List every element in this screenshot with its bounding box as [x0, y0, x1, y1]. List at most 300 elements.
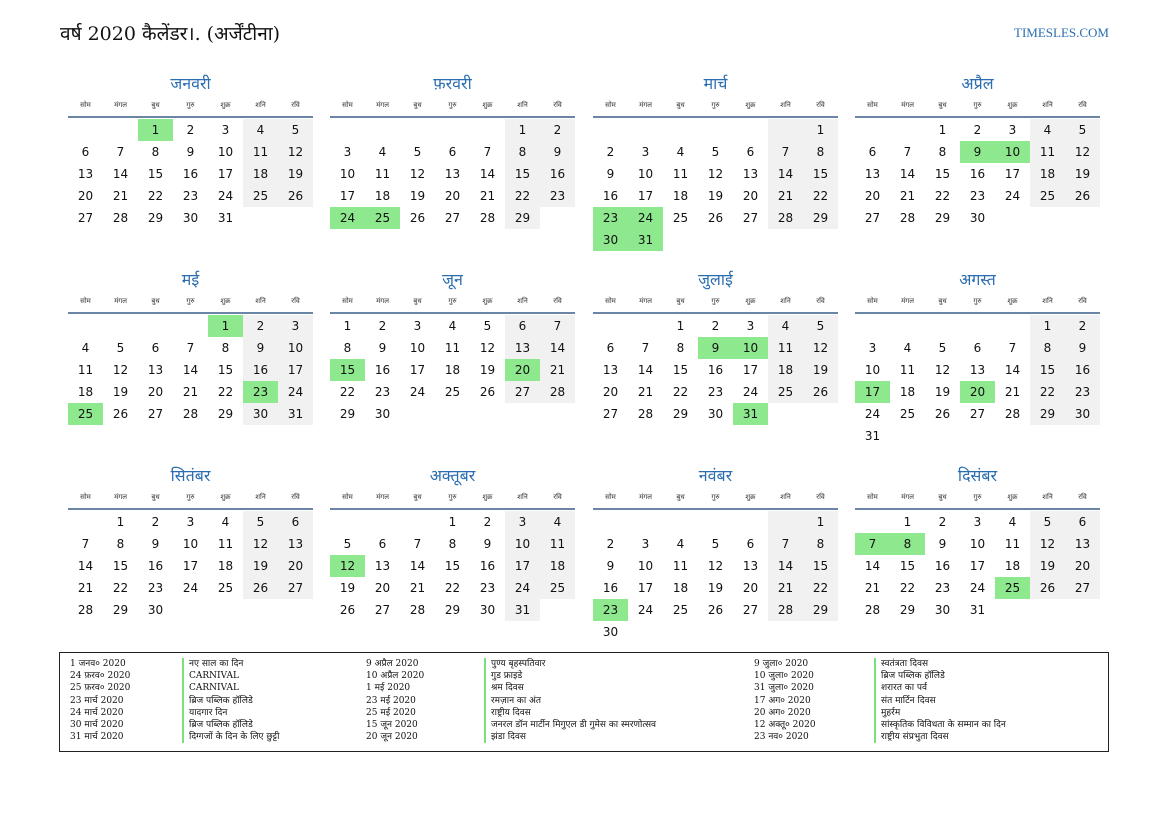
weekday-label: सोम [605, 493, 616, 501]
day-cell: 1 [903, 515, 912, 529]
day-cell: 10 [969, 537, 986, 551]
month-calendar [68, 268, 313, 425]
weekday-header [855, 292, 1100, 314]
holiday-day-cell: 23 [593, 599, 628, 621]
day-cell: 21 [479, 189, 496, 203]
empty-day-cell [628, 315, 663, 337]
day-cell: 4 [81, 341, 90, 355]
day-cell: 20 [742, 189, 759, 203]
day-cell: 25 [1030, 185, 1065, 207]
day-cell: 2 [540, 119, 575, 141]
day-cell: 22 [147, 189, 164, 203]
holiday-date: 30 मार्च 2020 [70, 719, 124, 730]
weekday-label: गुरु [711, 493, 720, 501]
day-cell: 24 [505, 577, 540, 599]
month-calendar [593, 268, 838, 425]
day-cell: 13 [444, 167, 461, 181]
day-cell: 28 [409, 603, 426, 617]
weekday-header [593, 96, 838, 118]
day-cell: 7 [483, 145, 492, 159]
day-cell: 12 [707, 167, 724, 181]
day-cell: 23 [707, 385, 724, 399]
holiday-date: 31 जुला० 2020 [754, 683, 814, 694]
day-cell: 20 [1065, 555, 1100, 577]
day-cell: 5 [243, 511, 278, 533]
day-cell: 5 [803, 315, 838, 337]
weekday-label: रवि [553, 101, 562, 109]
holiday-name: श्रम दिवस [484, 682, 656, 694]
day-cell: 3 [641, 145, 650, 159]
weekday-label: सोम [80, 297, 91, 305]
day-cell: 15 [934, 167, 951, 181]
day-cell: 9 [606, 167, 615, 181]
month-name: फ़रवरी [433, 74, 472, 93]
empty-day-cell [330, 119, 365, 141]
weekday-label: मंगल [376, 297, 389, 305]
weekday-label: शुक्र [745, 297, 756, 305]
empty-day-cell [173, 315, 208, 337]
holiday-day-cell: 24 [330, 207, 365, 229]
day-cell: 5 [343, 537, 352, 551]
empty-day-cell [365, 511, 400, 533]
weekday-label: बुध [413, 493, 422, 501]
weekday-label: बुध [413, 101, 422, 109]
weekday-header [68, 488, 313, 510]
day-cell: 9 [483, 537, 492, 551]
day-cell: 19 [934, 385, 951, 399]
day-cell: 8 [116, 537, 125, 551]
day-cell: 19 [1065, 163, 1100, 185]
weekday-label: शुक्र [1007, 493, 1018, 501]
weekday-label: रवि [816, 493, 825, 501]
day-cell: 5 [711, 537, 720, 551]
holiday-name: संत मार्टिन दिवस [874, 695, 1006, 707]
day-cell: 7 [186, 341, 195, 355]
day-cell: 22 [672, 385, 689, 399]
weekday-label: सोम [342, 101, 353, 109]
day-cell: 29 [112, 603, 129, 617]
weekday-label: शनि [517, 101, 528, 109]
day-cell: 14 [899, 167, 916, 181]
empty-day-cell [103, 315, 138, 337]
month-calendar [330, 72, 575, 229]
holiday-date-column [366, 658, 424, 743]
empty-day-cell [400, 119, 435, 141]
weekday-label: रवि [816, 297, 825, 305]
day-cell: 9 [378, 341, 387, 355]
day-cell: 30 [147, 603, 164, 617]
weekday-label: रवि [291, 297, 300, 305]
day-cell: 17 [637, 581, 654, 595]
day-cell: 20 [444, 189, 461, 203]
weekday-label: सोम [867, 297, 878, 305]
weekday-header [68, 96, 313, 118]
page-title: वर्ष 2020 कैलेंडर।. (अर्जेंटीना) [60, 23, 281, 45]
day-cell: 19 [1030, 555, 1065, 577]
day-cell: 3 [278, 315, 313, 337]
holiday-date: 12 अक्तू० 2020 [754, 719, 816, 730]
holiday-day-cell: 8 [890, 533, 925, 555]
day-cell: 5 [1030, 511, 1065, 533]
day-cell: 1 [938, 123, 947, 137]
day-cell: 29 [444, 603, 461, 617]
day-cell: 17 [742, 363, 759, 377]
empty-day-cell [365, 119, 400, 141]
day-cell: 8 [938, 145, 947, 159]
day-cell: 3 [413, 319, 422, 333]
day-grid [855, 119, 1100, 229]
day-cell: 29 [803, 207, 838, 229]
day-cell: 13 [147, 363, 164, 377]
day-cell: 11 [243, 141, 278, 163]
weekday-label: सोम [80, 493, 91, 501]
day-cell: 12 [112, 363, 129, 377]
day-cell: 6 [81, 145, 90, 159]
weekday-label: सोम [605, 101, 616, 109]
day-cell: 16 [243, 359, 278, 381]
day-cell: 21 [637, 385, 654, 399]
day-cell: 12 [707, 559, 724, 573]
holiday-date-column [754, 658, 816, 743]
weekday-label: शनि [1042, 493, 1053, 501]
weekday-label: शनि [780, 297, 791, 305]
day-cell: 20 [602, 385, 619, 399]
day-cell: 3 [868, 341, 877, 355]
day-cell: 1 [676, 319, 685, 333]
day-cell: 1 [803, 511, 838, 533]
day-cell: 28 [112, 211, 129, 225]
day-cell: 8 [448, 537, 457, 551]
day-cell: 19 [803, 359, 838, 381]
empty-day-cell [890, 119, 925, 141]
weekday-label: मंगल [114, 297, 127, 305]
day-cell: 17 [969, 559, 986, 573]
day-cell: 21 [540, 359, 575, 381]
empty-day-cell [733, 119, 768, 141]
day-cell: 20 [864, 189, 881, 203]
day-cell: 1 [448, 515, 457, 529]
day-cell: 11 [374, 167, 391, 181]
day-cell: 15 [112, 559, 129, 573]
empty-day-cell [593, 315, 628, 337]
holiday-name: शरारत का पर्व [874, 682, 1006, 694]
day-cell: 8 [151, 145, 160, 159]
day-cell: 4 [1008, 515, 1017, 529]
day-grid [593, 511, 838, 643]
weekday-header [330, 96, 575, 118]
weekday-header [593, 292, 838, 314]
day-cell: 28 [479, 211, 496, 225]
day-cell: 30 [243, 403, 278, 425]
day-cell: 4 [903, 341, 912, 355]
empty-day-cell [855, 315, 890, 337]
holiday-date: 31 मार्च 2020 [70, 732, 124, 743]
day-cell: 20 [374, 581, 391, 595]
weekday-label: मंगल [114, 493, 127, 501]
day-cell: 18 [77, 385, 94, 399]
day-cell: 13 [864, 167, 881, 181]
holiday-name-column [182, 658, 279, 743]
day-cell: 11 [1004, 537, 1021, 551]
day-cell: 6 [868, 145, 877, 159]
day-cell: 6 [151, 341, 160, 355]
day-cell: 30 [182, 211, 199, 225]
day-cell: 28 [182, 407, 199, 421]
empty-day-cell [400, 511, 435, 533]
day-grid [330, 119, 575, 229]
day-cell: 9 [186, 145, 195, 159]
day-cell: 22 [505, 185, 540, 207]
day-cell: 3 [973, 515, 982, 529]
day-cell: 14 [409, 559, 426, 573]
holiday-date: 25 फ़रव० 2020 [70, 683, 131, 694]
day-cell: 6 [448, 145, 457, 159]
day-cell: 25 [444, 385, 461, 399]
day-cell: 14 [768, 555, 803, 577]
day-cell: 24 [278, 381, 313, 403]
month-name: नवंबर [698, 466, 733, 485]
day-cell: 26 [112, 407, 129, 421]
weekday-label: शुक्र [482, 101, 493, 109]
day-cell: 3 [641, 537, 650, 551]
holiday-day-cell: 9 [960, 141, 995, 163]
weekday-label: मंगल [114, 101, 127, 109]
weekday-label: मंगल [376, 493, 389, 501]
day-cell: 22 [444, 581, 461, 595]
day-cell: 11 [77, 363, 94, 377]
day-cell: 19 [707, 581, 724, 595]
holiday-name: गुड फ्राइडे [484, 670, 656, 682]
weekday-label: बुध [676, 101, 685, 109]
empty-day-cell [628, 511, 663, 533]
day-cell: 1 [343, 319, 352, 333]
day-cell: 24 [742, 385, 759, 399]
day-cell: 8 [221, 341, 230, 355]
weekday-label: मंगल [901, 297, 914, 305]
weekday-label: सोम [867, 101, 878, 109]
day-cell: 22 [112, 581, 129, 595]
empty-day-cell [103, 119, 138, 141]
weekday-label: शुक्र [1007, 297, 1018, 305]
weekday-label: मंगल [639, 101, 652, 109]
holiday-date: 24 मार्च 2020 [70, 707, 124, 718]
day-cell: 31 [969, 603, 986, 617]
day-cell: 26 [1030, 577, 1065, 599]
day-cell: 28 [77, 603, 94, 617]
day-cell: 13 [505, 337, 540, 359]
day-cell: 17 [409, 363, 426, 377]
day-cell: 6 [973, 341, 982, 355]
weekday-label: बुध [151, 493, 160, 501]
day-cell: 18 [540, 555, 575, 577]
day-cell: 25 [899, 407, 916, 421]
day-cell: 28 [864, 603, 881, 617]
day-cell: 19 [707, 189, 724, 203]
day-cell: 18 [374, 189, 391, 203]
day-cell: 10 [339, 167, 356, 181]
day-cell: 20 [278, 555, 313, 577]
weekday-label: रवि [1078, 101, 1087, 109]
empty-day-cell [733, 511, 768, 533]
day-cell: 19 [409, 189, 426, 203]
day-cell: 31 [505, 599, 540, 621]
site-link[interactable]: TIMESLES.COM [1014, 25, 1109, 40]
weekday-label: शुक्र [220, 297, 231, 305]
day-cell: 8 [1030, 337, 1065, 359]
weekday-header [593, 488, 838, 510]
holiday-name: ब्रिज पब्लिक हॉलिडे [182, 695, 279, 707]
day-cell: 16 [374, 363, 391, 377]
day-cell: 22 [217, 385, 234, 399]
weekday-label: शनि [255, 101, 266, 109]
day-cell: 7 [768, 533, 803, 555]
holiday-list [59, 652, 1109, 752]
day-cell: 17 [637, 189, 654, 203]
holiday-day-cell: 15 [330, 359, 365, 381]
day-cell: 16 [479, 559, 496, 573]
day-cell: 15 [444, 559, 461, 573]
weekday-label: बुध [413, 297, 422, 305]
weekday-label: बुध [676, 493, 685, 501]
weekday-label: शुक्र [745, 493, 756, 501]
day-cell: 11 [540, 533, 575, 555]
day-cell: 14 [768, 163, 803, 185]
day-cell: 18 [444, 363, 461, 377]
day-cell: 12 [1030, 533, 1065, 555]
day-cell: 21 [182, 385, 199, 399]
day-cell: 5 [1065, 119, 1100, 141]
day-cell: 6 [606, 341, 615, 355]
weekday-label: गुरु [711, 297, 720, 305]
day-cell: 17 [339, 189, 356, 203]
month-calendar [68, 72, 313, 229]
weekday-header [855, 488, 1100, 510]
day-cell: 2 [938, 515, 947, 529]
weekday-label: गुरु [448, 297, 457, 305]
day-cell: 22 [803, 185, 838, 207]
empty-day-cell [698, 119, 733, 141]
day-cell: 13 [374, 559, 391, 573]
day-cell: 5 [278, 119, 313, 141]
holiday-date: 25 मई 2020 [366, 707, 416, 718]
day-cell: 4 [768, 315, 803, 337]
day-cell: 14 [864, 559, 881, 573]
day-cell: 25 [217, 581, 234, 595]
holiday-name-column [874, 658, 1006, 743]
holiday-day-cell: 31 [628, 229, 663, 251]
day-cell: 5 [711, 145, 720, 159]
weekday-label: गुरु [973, 493, 982, 501]
day-grid [593, 315, 838, 425]
day-cell: 4 [243, 119, 278, 141]
month-name: दिसंबर [957, 466, 998, 485]
day-cell: 9 [151, 537, 160, 551]
day-cell: 22 [339, 385, 356, 399]
holiday-day-cell: 17 [855, 381, 890, 403]
month-calendar [68, 464, 313, 621]
day-cell: 2 [483, 515, 492, 529]
holiday-name: नए साल का दिन [182, 658, 279, 670]
day-cell: 20 [147, 385, 164, 399]
day-cell: 10 [409, 341, 426, 355]
day-grid [68, 315, 313, 425]
day-cell: 10 [278, 337, 313, 359]
day-grid [593, 119, 838, 251]
day-cell: 19 [243, 555, 278, 577]
day-cell: 29 [934, 211, 951, 225]
day-cell: 27 [505, 381, 540, 403]
day-cell: 14 [112, 167, 129, 181]
day-cell: 2 [1065, 315, 1100, 337]
day-cell: 14 [77, 559, 94, 573]
day-cell: 27 [864, 211, 881, 225]
month-name: जून [442, 270, 463, 289]
day-cell: 23 [479, 581, 496, 595]
day-cell: 15 [803, 163, 838, 185]
day-cell: 23 [1065, 381, 1100, 403]
day-cell: 27 [742, 603, 759, 617]
day-cell: 1 [803, 119, 838, 141]
empty-day-cell [925, 315, 960, 337]
holiday-day-cell: 23 [243, 381, 278, 403]
holiday-day-cell: 20 [960, 381, 995, 403]
day-cell: 16 [969, 167, 986, 181]
day-cell: 7 [116, 145, 125, 159]
day-cell: 11 [444, 341, 461, 355]
day-cell: 22 [1030, 381, 1065, 403]
day-cell: 18 [217, 559, 234, 573]
day-cell: 27 [742, 211, 759, 225]
day-cell: 11 [672, 167, 689, 181]
day-grid [68, 119, 313, 229]
weekday-label: गुरु [973, 297, 982, 305]
day-cell: 17 [217, 167, 234, 181]
day-cell: 9 [540, 141, 575, 163]
holiday-date: 15 जून 2020 [366, 719, 418, 730]
day-cell: 31 [217, 211, 234, 225]
holiday-date: 23 मार्च 2020 [70, 695, 124, 706]
day-cell: 28 [540, 381, 575, 403]
day-cell: 19 [479, 363, 496, 377]
day-cell: 16 [934, 559, 951, 573]
day-cell: 8 [803, 533, 838, 555]
day-cell: 4 [1030, 119, 1065, 141]
day-cell: 12 [803, 337, 838, 359]
empty-day-cell [768, 511, 803, 533]
day-cell: 24 [409, 385, 426, 399]
day-cell: 7 [81, 537, 90, 551]
day-cell: 28 [637, 407, 654, 421]
day-cell: 18 [1004, 559, 1021, 573]
day-cell: 2 [606, 537, 615, 551]
weekday-label: रवि [1078, 297, 1087, 305]
holiday-name: ब्रिज पब्लिक हॉलिडे [874, 670, 1006, 682]
day-cell: 14 [540, 337, 575, 359]
day-cell: 17 [182, 559, 199, 573]
day-cell: 30 [969, 211, 986, 225]
weekday-label: मंगल [901, 493, 914, 501]
day-cell: 16 [602, 581, 619, 595]
day-cell: 22 [803, 577, 838, 599]
day-cell: 14 [479, 167, 496, 181]
empty-day-cell [68, 119, 103, 141]
weekday-label: शनि [255, 297, 266, 305]
day-cell: 7 [641, 341, 650, 355]
day-cell: 23 [969, 189, 986, 203]
month-name: मार्च [703, 74, 728, 93]
day-cell: 3 [1008, 123, 1017, 137]
day-cell: 21 [112, 189, 129, 203]
